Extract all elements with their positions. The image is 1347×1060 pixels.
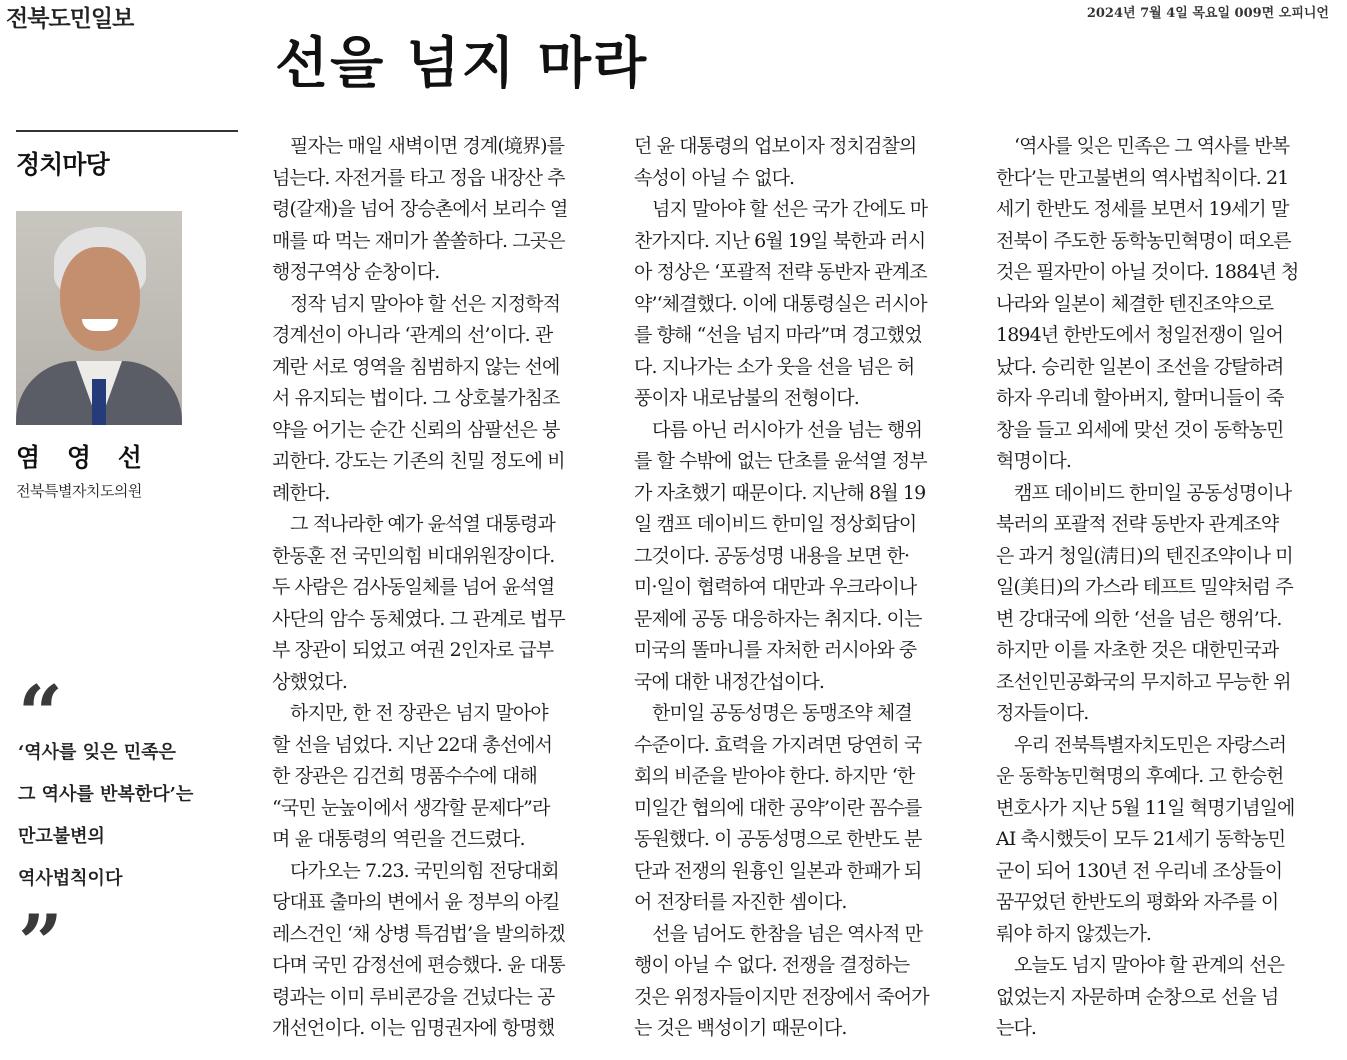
article-text-line: 1894년 한반도에서 청일전쟁이 일어 xyxy=(996,324,1284,346)
article-text-line: 다가오는 7.23. 국민의힘 전당대회 xyxy=(290,859,559,882)
article-text-line: 넘는다. 자전거를 타고 정읍 내장산 추 xyxy=(272,166,565,189)
pull-quote-line: 역사법칙이다 xyxy=(18,868,123,889)
article-text-line: 변호사가 지난 5월 11일 혁명기념일에 xyxy=(996,796,1295,819)
article-text-line: 군이 되어 130년 전 우리네 조상들이 xyxy=(996,859,1283,882)
article-column-3 xyxy=(996,131,1336,1045)
article-text-line: 당대표 출마의 변에서 윤 정부의 아킬 xyxy=(272,891,560,913)
article-text-line: 경계선이 아니라 ‘관계의 선’이다. 관 xyxy=(272,324,553,346)
article-text-line: 례한다. xyxy=(272,481,330,504)
article-text-line: 약을 어기는 순간 신뢰의 삼팔선은 붕 xyxy=(272,418,560,441)
article-text-line: “국민 눈높이에서 생각할 문제다”라 xyxy=(272,796,550,819)
article-text-line: 단과 전쟁의 원흉인 일본과 한패가 되 xyxy=(634,859,922,882)
article-text-line: 다. 지나가는 소가 웃을 선을 넘은 허 xyxy=(634,355,915,378)
article-text-line: 것은 필자만이 아닐 것이다. 1884년 청 xyxy=(996,261,1299,283)
author-name: 염 영 선 xyxy=(16,443,151,472)
article-text-line: 없었는지 자문하며 순창으로 선을 넘 xyxy=(996,985,1279,1008)
author-role: 전북특별자치도의원 xyxy=(16,482,142,500)
close-quote-icon: ” xyxy=(18,898,63,989)
article-text-line: 하지만, 한 전 장관은 넘지 말아야 xyxy=(290,702,548,724)
article-text-line: 다름 아닌 러시아가 선을 넘는 행위 xyxy=(652,418,923,441)
article-text-line: 미·일이 협력하여 대만과 우크라이나 xyxy=(634,576,917,598)
article-text-line: 동원했다. 이 공동성명으로 한반도 분 xyxy=(634,828,922,850)
article-text-line: 행이 아닐 수 없다. 전쟁을 결정하는 xyxy=(634,954,910,976)
dateline: 2024년 7월 4일 목요일 009면 오피니언 xyxy=(1086,6,1329,21)
article-text-line: 회의 비준을 받아야 한다. 하지만 ‘한 xyxy=(634,765,915,787)
article-text-line: 캠프 데이비드 한미일 공동성명이나 xyxy=(1014,481,1292,504)
article-column-2 xyxy=(634,131,974,1045)
pull-quote xyxy=(18,732,248,900)
article-text-line: 사단의 암수 동체였다. 그 관계로 법무 xyxy=(272,607,565,630)
article-text-line: 할 선을 넘었다. 지난 22대 총선에서 xyxy=(272,733,553,756)
pull-quote-line: ‘역사를 잊은 민족은 xyxy=(18,742,176,763)
article-text-line: 매를 따 먹는 재미가 쏠쏠하다. 그곳은 xyxy=(272,229,565,252)
author-photo xyxy=(16,211,182,425)
article-text-line: 어 전장터를 자진한 셈이다. xyxy=(634,891,847,913)
section-rule xyxy=(16,130,238,132)
article-text-line: 령과는 이미 루비콘강을 건넜다는 공 xyxy=(272,985,555,1008)
article-text-line: 정자들이다. xyxy=(996,702,1089,724)
article-text-line: 났다. 승리한 일본이 조선을 강탈하려 xyxy=(996,355,1284,378)
article-text-line: 전북이 주도한 동학농민혁명이 떠오른 xyxy=(996,229,1291,252)
article-text-line: 은 과거 청일(淸日)의 텐진조약이나 미 xyxy=(996,544,1293,567)
article-text-line: 서 유지되는 법이다. 그 상호불가침조 xyxy=(272,387,560,409)
article-text-line: 한 장관은 김건희 명품수수에 대해 xyxy=(272,765,537,787)
newspaper-masthead: 전북도민일보 xyxy=(6,5,134,32)
article-text-line: 던 윤 대통령의 업보이자 정치검찰의 xyxy=(634,135,917,157)
article-column-1 xyxy=(272,131,612,1045)
article-text-line: 필자는 매일 새벽이면 경계(境界)를 xyxy=(290,135,565,157)
article-text-line: 그것이다. 공동성명 내용을 보면 한· xyxy=(634,544,910,567)
article-text-line: 미일간 협의에 대한 공약’이란 꼼수를 xyxy=(634,796,922,819)
article-text-line: 수준이다. 효력을 가지려면 당연히 국 xyxy=(634,733,922,756)
article-text-line: 오늘도 넘지 말아야 할 관계의 선은 xyxy=(1014,954,1285,976)
article-text-line: 그 적나라한 예가 윤석열 대통령과 xyxy=(290,513,555,535)
article-text-line: 국에 대한 내정간섭이다. xyxy=(634,670,824,693)
article-text-line: 하자 우리네 할아버지, 할머니들이 죽 xyxy=(996,387,1284,409)
article-text-line: 선을 넘어도 한참을 넘은 역사적 만 xyxy=(652,922,923,945)
article-text-line: 며 윤 대통령의 역린을 건드렸다. xyxy=(272,828,525,850)
article-text-line: 것은 위정자들이지만 전장에서 죽어가 xyxy=(634,985,929,1008)
article-text-line: 창을 들고 외세에 맞선 것이 동학농민 xyxy=(996,418,1284,441)
article-text-line: 뤄야 하지 않겠는가. xyxy=(996,922,1152,945)
article-text-line: AI 축시했듯이 모두 21세기 동학농민 xyxy=(996,828,1286,850)
article-text-line: 변 강대국에 의한 ‘선을 넘은 행위’다. xyxy=(996,607,1282,630)
article-text-line: 부 장관이 되었고 여권 2인자로 급부 xyxy=(272,639,554,661)
article-text-line: 행정구역상 순창이다. xyxy=(272,261,440,283)
article-text-line: 령(갈재)을 넘어 장승촌에서 보리수 열 xyxy=(272,198,568,220)
article-text-line: 약’‘체결했다. 이에 대통령실은 러시아 xyxy=(634,292,927,315)
article-text-line: 넘지 말아야 할 선은 국가 간에도 마 xyxy=(652,198,928,220)
article-text-line: 정작 넘지 말아야 할 선은 지정학적 xyxy=(290,292,561,315)
pull-quote-line: 그 역사를 반복한다’는 xyxy=(18,784,194,805)
article-text-line: 한동훈 전 국민의힘 비대위원장이다. xyxy=(272,544,555,567)
article-text-line: 세기 한반도 정세를 보면서 19세기 말 xyxy=(996,198,1289,220)
article-text-line: 를 할 수밖에 없는 단초를 윤석열 정부 xyxy=(634,450,927,472)
article-text-line: 다며 국민 감정선에 편승했다. 윤 대통 xyxy=(272,954,565,976)
article-text-line: ‘역사를 잊은 민족은 그 역사를 반복 xyxy=(1014,135,1290,157)
article-text-line: 우리 전북특별자치도민은 자랑스러 xyxy=(1014,733,1287,756)
article-text-line: 아 정상은 ‘포괄적 전략 동반자 관계조 xyxy=(634,261,927,283)
open-quote-icon: “ xyxy=(18,669,63,760)
article-text-line: 계란 서로 영역을 침범하지 않는 선에 xyxy=(272,355,560,378)
article-text-line: 를 향해 “선을 넘지 마라”며 경고했었 xyxy=(634,324,922,346)
article-text-line: 개선언이다. 이는 임명권자에 항명했 xyxy=(272,1017,555,1039)
article-text-line: 레스건인 ‘채 상병 특검법’을 발의하겠 xyxy=(272,922,565,945)
article-text-line: 미국의 똘마니를 자처한 러시아와 중 xyxy=(634,639,917,661)
article-text-line: 하지만 이를 자초한 것은 대한민국과 xyxy=(996,639,1279,661)
article-text-line: 문제에 공동 대응하자는 취지다. 이는 xyxy=(634,607,922,630)
article-text-line: 한미일 공동성명은 동맹조약 체결 xyxy=(652,702,912,724)
article-text-line: 꿈꾸었던 한반도의 평화와 자주를 이 xyxy=(996,891,1279,913)
article-headline: 선을 넘지 마라 xyxy=(275,31,649,95)
article-text-line: 한다’는 만고불변의 역사법칙이다. 21 xyxy=(996,166,1289,189)
article-text-line: 북러의 포괄적 전략 동반자 관계조약 xyxy=(996,513,1279,535)
article-text-line: 두 사람은 검사동일체를 넘어 윤석열 xyxy=(272,576,555,598)
article-text-line: 괴한다. 강도는 기존의 친밀 정도에 비 xyxy=(272,450,565,472)
article-text-line: 조선인민공화국의 무지하고 무능한 위 xyxy=(996,670,1291,693)
pull-quote-line: 만고불변의 xyxy=(18,826,105,847)
article-text-line: 상했었다. xyxy=(272,670,347,693)
section-label: 정치마당 xyxy=(16,150,109,179)
article-text-line: 일(美日)의 가스라 테프트 밀약처럼 주 xyxy=(996,576,1293,598)
article-text-line: 나라와 일본이 체결한 텐진조약으로 xyxy=(996,292,1274,315)
article-text-line: 가 자초했기 때문이다. 지난해 8월 19 xyxy=(634,481,926,504)
article-text-line: 혁명이다. xyxy=(996,450,1071,472)
article-text-line: 운 동학농민혁명의 후예다. 고 한승헌 xyxy=(996,765,1284,787)
article-text-line: 일 캠프 데이비드 한미일 정상회담이 xyxy=(634,513,917,535)
article-text-line: 찬가지다. 지난 6월 19일 북한과 러시 xyxy=(634,229,926,252)
article-text-line: 는 것은 백성이기 때문이다. xyxy=(634,1017,847,1039)
article-text-line: 풍이자 내로남불의 전형이다. xyxy=(634,387,859,409)
article-text-line: 속성이 아닐 수 없다. xyxy=(634,166,795,189)
article-text-line: 는다. xyxy=(996,1017,1037,1039)
